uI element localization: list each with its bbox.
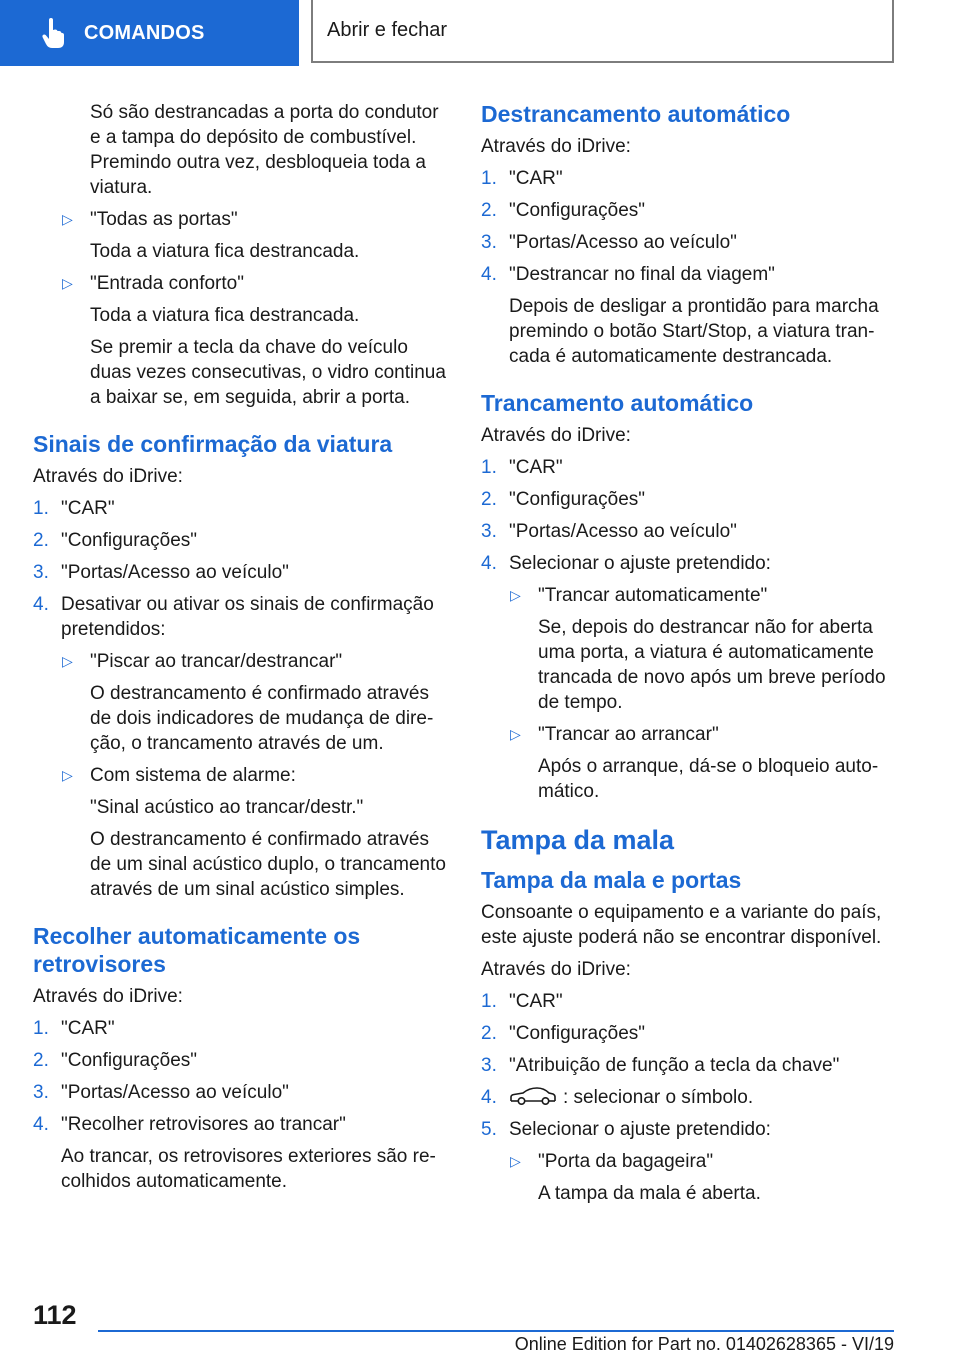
bullet-text: Com sistema de alarme: <box>90 765 296 786</box>
numbered-step <box>481 262 896 287</box>
step-text: "Destrancar no final da viagem" <box>509 264 775 285</box>
bullet-triangle-icon: ▷ <box>510 587 521 603</box>
step-number: 2. <box>33 1050 49 1071</box>
step-text: "CAR" <box>509 457 563 478</box>
step-number: 4. <box>481 264 497 285</box>
step-number: 1. <box>481 457 497 478</box>
step-number: 4. <box>33 1114 49 1135</box>
step-number: 3. <box>481 521 497 542</box>
footer-edition: Online Edition for Part no. 01402628365 - VI/19 <box>514 1334 894 1354</box>
bullet-triangle-icon: ▷ <box>510 1153 521 1169</box>
page-number: 112 <box>33 1300 77 1330</box>
step-text: "Configurações" <box>509 200 646 221</box>
bullet-text: "Trancar ao arrancar" <box>538 724 719 745</box>
section-heading: Recolher automaticamente os retrovisores <box>33 923 361 977</box>
chapter-tab-label: Abrir e fechar <box>327 19 448 41</box>
numbered-step <box>481 519 896 544</box>
section-intro: Através do iDrive: <box>481 959 631 980</box>
numbered-step <box>33 496 453 521</box>
step-number: 3. <box>33 1082 49 1103</box>
numbered-step <box>33 528 453 553</box>
numbered-step <box>33 1112 453 1137</box>
step-number: 2. <box>481 1023 497 1044</box>
step-number: 4. <box>33 594 49 615</box>
numbered-step <box>481 1021 896 1046</box>
step-text: "CAR" <box>61 1018 115 1039</box>
step-number: 3. <box>33 562 49 583</box>
step-description: Depois de desligar a prontidão para marcha premindo o botão Start/Stop, a viatura trancada é automaticamente destrancada. <box>509 296 879 367</box>
bullet-item <box>62 763 453 788</box>
bullet-text: "Entrada conforto" <box>90 273 244 294</box>
numbered-step <box>481 166 896 191</box>
step-number: 5. <box>481 1119 497 1140</box>
section-heading: Trancamento automático <box>481 390 754 416</box>
bullet-text: "Piscar ao trancar/destrancar" <box>90 651 343 672</box>
step-number: 1. <box>481 168 497 189</box>
step-number: 1. <box>33 1018 49 1039</box>
step-number: 2. <box>33 530 49 551</box>
numbered-step <box>481 198 896 223</box>
step-text: Desativar ou ativar os sinais de confirmação pretendidos: <box>61 594 434 640</box>
numbered-step <box>481 1117 896 1142</box>
step-text: "Configurações" <box>509 489 646 510</box>
bullet-text: "Todas as portas" <box>90 209 238 230</box>
section-tab-label: COMANDOS <box>84 21 205 44</box>
step-text: "Portas/Acesso ao veículo" <box>61 1082 289 1103</box>
bullet-description: O destrancamento é confirmado através de um sinal acústico duplo, o trancamento através de um sinal acústico simples. <box>90 829 446 900</box>
step-text: "Configurações" <box>61 530 198 551</box>
step-description: Ao trancar, os retrovisores exteriores são recolhidos automaticamente. <box>61 1146 436 1192</box>
section-heading: Tampa da mala e portas <box>481 867 742 893</box>
numbered-step <box>481 230 896 255</box>
numbered-step <box>33 592 453 642</box>
step-text-with-symbol <box>509 1085 896 1110</box>
chapter-heading: Tampa da mala <box>481 825 675 855</box>
step-number: 4. <box>481 553 497 574</box>
numbered-step <box>481 551 896 576</box>
bullet-triangle-icon: ▷ <box>510 726 521 742</box>
step-number: 4. <box>481 1087 497 1108</box>
chapter-tab[interactable] <box>311 0 894 63</box>
section-intro: Através do iDrive: <box>33 466 183 487</box>
bullet-text: "Trancar automaticamente" <box>538 585 768 606</box>
step-number: 2. <box>481 489 497 510</box>
step-text: "Configurações" <box>509 1023 646 1044</box>
bullet-triangle-icon: ▷ <box>62 653 73 669</box>
numbered-step <box>481 487 896 512</box>
bullet-description: Toda a viatura fica destrancada. <box>90 241 360 262</box>
footer-divider <box>98 1330 894 1332</box>
step-text: Selecionar o ajuste pretendido: <box>509 553 771 574</box>
bullet-triangle-icon: ▷ <box>62 275 73 291</box>
step-text: Selecionar o ajuste pretendido: <box>509 1119 771 1140</box>
section-heading: Destrancamento automático <box>481 101 791 127</box>
bullet-description: A tampa da mala é aberta. <box>538 1183 761 1204</box>
section-intro: Através do iDrive: <box>481 425 631 446</box>
numbered-step <box>33 1048 453 1073</box>
bullet-item <box>62 271 453 296</box>
bullet-item <box>510 1149 896 1174</box>
section-intro: Através do iDrive: <box>481 136 631 157</box>
numbered-step <box>33 560 453 585</box>
section-tab-commands[interactable] <box>0 0 299 66</box>
numbered-step <box>481 455 896 480</box>
step-number: 1. <box>33 498 49 519</box>
numbered-step <box>481 1085 896 1110</box>
car-symbol-icon <box>509 1086 557 1106</box>
step-text: "CAR" <box>509 991 563 1012</box>
bullet-triangle-icon: ▷ <box>62 211 73 227</box>
step-number: 2. <box>481 200 497 221</box>
bullet-description: O destrancamento é confirmado através de dois indicadores de mudança de direção, o trancamento através de um. <box>90 683 434 754</box>
step-text: "Portas/Acesso ao veículo" <box>509 232 737 253</box>
step-text: "Portas/Acesso ao veículo" <box>61 562 289 583</box>
step-text: "Configurações" <box>61 1050 198 1071</box>
bullet-item <box>62 207 453 232</box>
numbered-step <box>481 989 896 1014</box>
numbered-step <box>33 1080 453 1105</box>
intro-paragraph: Só são destrancadas a porta do condutor e a tampa do depósito de combustível. Premindo outra vez, desbloqueia toda a viatura. <box>90 102 439 198</box>
bullet-text: "Porta da bagageira" <box>538 1151 714 1172</box>
numbered-step <box>33 1016 453 1041</box>
section-heading: Sinais de confirmação da viatura <box>33 431 393 457</box>
bullet-description: Toda a viatura fica destrancada. <box>90 305 360 326</box>
step-number: 3. <box>481 1055 497 1076</box>
section-note: Consoante o equipamento e a variante do país, este ajuste poderá não se encontrar disponível. <box>481 902 882 948</box>
bullet-item <box>510 722 896 747</box>
bullet-description: Se, depois do destrancar não for aberta uma porta, a viatura é automaticamente trancada de novo após um breve período de tempo. <box>538 617 886 713</box>
bullet-triangle-icon: ▷ <box>62 767 73 783</box>
bullet-item <box>510 583 896 608</box>
section-intro: Através do iDrive: <box>33 986 183 1007</box>
hand-pointer-icon <box>42 18 64 48</box>
bullet-description: Se premir a tecla da chave do veículo duas vezes consecutivas, o vidro continua a baixar se, em seguida, abrir a porta. <box>90 337 446 408</box>
step-text: : selecionar o símbolo. <box>563 1087 754 1108</box>
step-number: 3. <box>481 232 497 253</box>
bullet-item <box>62 649 453 674</box>
left-column <box>33 100 453 1201</box>
numbered-step <box>481 1053 896 1078</box>
right-column <box>481 100 896 1213</box>
step-text: "Portas/Acesso ao veículo" <box>509 521 737 542</box>
step-text: "Atribuição de função a tecla da chave" <box>509 1055 840 1076</box>
page-header <box>0 0 960 66</box>
bullet-subtitle: "Sinal acústico ao trancar/destr." <box>90 797 364 818</box>
step-number: 1. <box>481 991 497 1012</box>
step-text: "Recolher retrovisores ao trancar" <box>61 1114 346 1135</box>
step-text: "CAR" <box>61 498 115 519</box>
bullet-description: Após o arranque, dá-se o bloqueio automático. <box>538 756 879 802</box>
step-text: "CAR" <box>509 168 563 189</box>
